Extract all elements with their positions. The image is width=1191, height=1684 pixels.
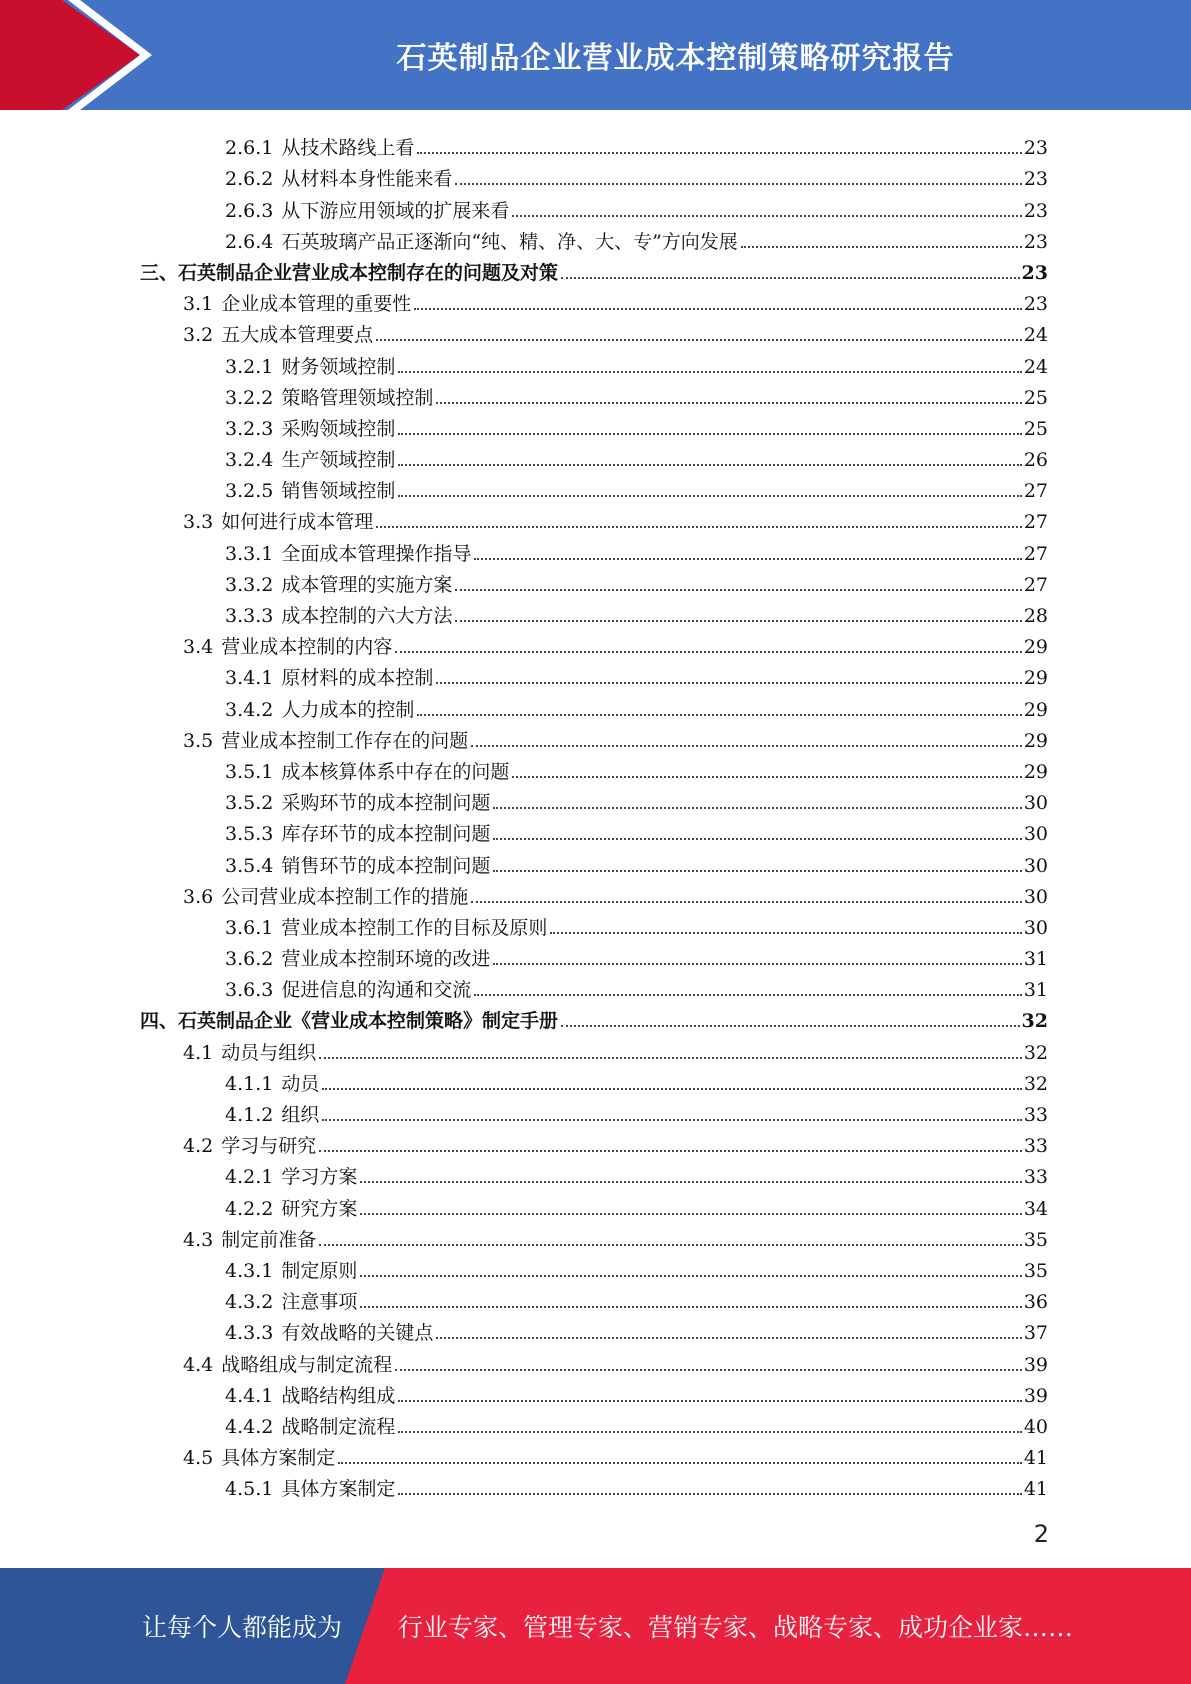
- toc-entry-label: 采购领域控制: [281, 417, 396, 440]
- toc-entry-page: 25: [1023, 417, 1048, 440]
- toc-dot-leader: [474, 557, 1021, 560]
- toc-entry-page: 23: [1023, 168, 1048, 191]
- toc-dot-leader: [376, 338, 1022, 341]
- toc-entry-page: 23: [1023, 230, 1048, 253]
- toc-entry[interactable]: [140, 222, 1048, 253]
- toc-entry[interactable]: [140, 1064, 1048, 1095]
- toc-entry-number: 3.2.3: [225, 417, 274, 440]
- toc-dot-leader: [319, 1243, 1022, 1246]
- toc-dot-leader: [360, 1305, 1021, 1308]
- toc-entry[interactable]: [140, 783, 1048, 814]
- toc-entry[interactable]: [140, 284, 1048, 315]
- toc-entry[interactable]: [140, 1095, 1048, 1126]
- toc-entry[interactable]: [140, 1032, 1048, 1063]
- toc-entry[interactable]: [140, 752, 1048, 783]
- toc-entry[interactable]: [140, 1313, 1048, 1344]
- toc-entry-page: 34: [1023, 1197, 1048, 1220]
- toc-entry-page: 29: [1023, 636, 1048, 659]
- toc-entry[interactable]: [140, 533, 1048, 564]
- toc-dot-leader: [319, 1056, 1022, 1059]
- toc-entry[interactable]: [140, 845, 1048, 876]
- toc-entry-label: 有效战略的关键点: [281, 1322, 434, 1345]
- toc-entry[interactable]: [140, 128, 1048, 159]
- toc-entry-page: 30: [1023, 854, 1048, 877]
- toc-entry-number: 3.6.1: [225, 916, 274, 939]
- toc-entry-page: 32: [1023, 1041, 1048, 1064]
- toc-dot-leader: [322, 1118, 1021, 1121]
- toc-dot-leader: [360, 1212, 1021, 1215]
- toc-entry-page: 27: [1023, 542, 1048, 565]
- page-footer: [0, 1568, 1191, 1684]
- toc-dot-leader: [395, 650, 1022, 653]
- toc-entry-label: 营业成本控制工作存在的问题: [221, 729, 469, 752]
- toc-entry-page: 23: [1023, 137, 1048, 160]
- toc-entry-label: 营业成本控制的内容: [221, 636, 393, 659]
- toc-entry-page: 33: [1023, 1166, 1048, 1189]
- toc-dot-leader: [319, 1149, 1022, 1152]
- toc-entry-label: 注意事项: [281, 1291, 358, 1314]
- toc-dot-leader: [338, 1461, 1022, 1464]
- toc-entry-number: 4.5.1: [225, 1478, 274, 1501]
- toc-entry[interactable]: [140, 1469, 1048, 1500]
- toc-entry-page: 27: [1023, 573, 1048, 596]
- toc-entry-label: 石英玻璃产品正逐渐向“纯、精、净、大、专”方向发展: [281, 230, 738, 253]
- toc-entry-label: 成本控制的六大方法: [281, 605, 453, 627]
- toc-entry[interactable]: [140, 502, 1048, 533]
- toc-dot-leader: [360, 1180, 1021, 1183]
- toc-dot-leader: [561, 1024, 1020, 1027]
- chevron-arrow-icon: [0, 0, 170, 110]
- toc-entry[interactable]: [140, 877, 1048, 908]
- toc-entry-page: 29: [1023, 698, 1048, 721]
- toc-entry-page: 29: [1023, 760, 1048, 783]
- toc-entry-number: 3.5.3: [225, 823, 274, 846]
- toc-entry-number: 2.6.1: [225, 137, 274, 160]
- toc-entry-page: 27: [1023, 480, 1048, 503]
- toc-entry-label: 研究方案: [281, 1197, 358, 1220]
- toc-dot-leader: [398, 432, 1021, 435]
- toc-dot-leader: [455, 619, 1021, 622]
- toc-entry-number: 3.2: [183, 324, 214, 347]
- toc-entry[interactable]: [140, 409, 1048, 440]
- toc-dot-leader: [741, 245, 1022, 248]
- toc-entry-number: 2.6.2: [225, 168, 274, 191]
- toc-entry-label: 促进信息的沟通和交流: [281, 979, 472, 1002]
- toc-dot-leader: [398, 370, 1021, 373]
- toc-entry-page: 29: [1023, 667, 1048, 690]
- toc-entry-label: 具体方案制定: [221, 1447, 336, 1470]
- toc-entry-number: 3.5.2: [225, 792, 274, 815]
- toc-dot-leader: [455, 588, 1021, 591]
- toc-entry-number: 4.3.2: [225, 1291, 274, 1314]
- footer-slogan-right: 行业专家、管理专家、营销专家、战略专家、成功企业家……: [398, 1613, 1074, 1642]
- toc-entry[interactable]: [140, 1407, 1048, 1438]
- toc-entry-page: 37: [1023, 1322, 1048, 1345]
- toc-entry-number: 3.4.2: [225, 698, 274, 721]
- toc-entry-label: 动员: [281, 1072, 320, 1095]
- toc-dot-leader: [512, 775, 1021, 778]
- toc-entry[interactable]: [140, 1220, 1048, 1251]
- toc-entry-label: 从材料本身性能来看: [281, 168, 453, 191]
- toc-entry-page: 24: [1023, 324, 1048, 347]
- toc-entry[interactable]: [140, 565, 1048, 596]
- toc-entry-number: 4.2.1: [225, 1166, 274, 1189]
- toc-entry-label: 制定原则: [281, 1259, 358, 1282]
- toc-entry-number: 2.6.3: [225, 199, 274, 222]
- toc-entry-number: 4.4: [183, 1353, 214, 1376]
- toc-entry[interactable]: [140, 159, 1048, 190]
- toc-entry-page: 32: [1021, 1010, 1048, 1033]
- toc-entry[interactable]: [140, 721, 1048, 752]
- toc-entry-number: 3.2.2: [225, 386, 274, 409]
- toc-dot-leader: [360, 1274, 1021, 1277]
- toc-entry-label: 制定前准备: [221, 1228, 317, 1251]
- footer-slogan-left: 让每个人都能成为: [142, 1613, 343, 1642]
- toc-entry-page: 36: [1023, 1291, 1048, 1314]
- toc-entry-label: 成本管理的实施方案: [281, 573, 453, 596]
- toc-entry-number: 3.3: [183, 511, 214, 534]
- toc-entry-label: 销售领域控制: [281, 480, 396, 503]
- toc-entry-label: 财务领域控制: [281, 355, 396, 378]
- toc-entry[interactable]: [140, 1157, 1048, 1188]
- toc-dot-leader: [417, 151, 1021, 154]
- toc-entry-label: 销售环节的成本控制问题: [281, 854, 491, 877]
- toc-entry[interactable]: [140, 1282, 1048, 1313]
- toc-entry[interactable]: [140, 689, 1048, 720]
- toc-entry-number: 4.2.2: [225, 1197, 274, 1220]
- toc-entry-number: 3.6: [183, 885, 214, 908]
- toc-entry-number: 4.5: [183, 1447, 214, 1470]
- toc-entry-number: 3.2.4: [225, 449, 274, 472]
- toc-dot-leader: [417, 713, 1021, 716]
- toc-entry[interactable]: [140, 253, 1048, 284]
- toc-entry[interactable]: [140, 596, 1048, 627]
- toc-entry[interactable]: [140, 1251, 1048, 1282]
- toc-entry-page: 31: [1023, 948, 1048, 971]
- toc-entry-page: 32: [1023, 1072, 1048, 1095]
- toc-entry[interactable]: [140, 658, 1048, 689]
- toc-entry-page: 35: [1023, 1259, 1048, 1282]
- toc-dot-leader: [398, 494, 1021, 497]
- toc-dot-leader: [493, 806, 1021, 809]
- table-of-contents: [140, 128, 1048, 1500]
- toc-entry-page: 39: [1023, 1384, 1048, 1407]
- toc-entry-number: 4.3.3: [225, 1322, 274, 1345]
- toc-entry-label: 如何进行成本管理: [221, 511, 374, 534]
- toc-entry-label: 原材料的成本控制: [281, 667, 434, 690]
- toc-entry-number: 2.6.4: [225, 230, 274, 253]
- toc-entry-number: 3.5.4: [225, 854, 274, 877]
- toc-entry-label: 学习方案: [281, 1166, 358, 1189]
- toc-entry[interactable]: [140, 1344, 1048, 1375]
- toc-entry-label: 具体方案制定: [281, 1478, 396, 1501]
- toc-entry-number: 3.4: [183, 636, 214, 659]
- toc-entry[interactable]: [140, 814, 1048, 845]
- toc-entry-page: 41: [1023, 1478, 1048, 1501]
- toc-entry-number: 3.6.3: [225, 979, 274, 1002]
- toc-dot-leader: [398, 463, 1021, 466]
- toc-dot-leader: [493, 962, 1021, 965]
- toc-entry-page: 30: [1023, 792, 1048, 815]
- page-number: 2: [1033, 1520, 1049, 1548]
- toc-entry[interactable]: [140, 471, 1048, 502]
- toc-entry-label: 公司营业成本控制工作的措施: [221, 885, 469, 908]
- toc-entry-number: 4.1.2: [225, 1104, 274, 1126]
- toc-entry-label: 生产领域控制: [281, 449, 396, 472]
- toc-entry-page: 33: [1023, 1135, 1048, 1158]
- toc-entry-label: 四、石英制品企业《营业成本控制策略》制定手册: [140, 1010, 559, 1033]
- toc-entry-label: 库存环节的成本控制问题: [281, 823, 491, 846]
- toc-entry-page: 40: [1023, 1415, 1048, 1438]
- toc-entry-page: 25: [1023, 386, 1048, 409]
- toc-entry-page: 29: [1023, 729, 1048, 752]
- toc-entry-label: 战略组成与制定流程: [221, 1353, 393, 1376]
- toc-entry-number: 3.3.3: [225, 605, 274, 627]
- toc-entry[interactable]: [140, 440, 1048, 471]
- toc-entry-number: 3.5: [183, 729, 214, 752]
- toc-entry-number: 3.2.1: [225, 355, 274, 378]
- toc-entry-page: 27: [1023, 511, 1048, 534]
- toc-entry-number: 4.3.1: [225, 1259, 274, 1282]
- toc-dot-leader: [493, 837, 1021, 840]
- toc-entry-page: 23: [1023, 199, 1048, 222]
- page-header: [0, 0, 1191, 110]
- toc-entry-number: 4.2: [183, 1135, 214, 1158]
- toc-dot-leader: [436, 401, 1021, 404]
- report-title: 石英制品企业营业成本控制策略研究报告: [396, 41, 955, 76]
- toc-entry-label: 人力成本的控制: [281, 698, 415, 721]
- toc-entry[interactable]: [140, 970, 1048, 1001]
- toc-entry-label: 组织: [281, 1104, 320, 1126]
- toc-dot-leader: [395, 1368, 1022, 1371]
- toc-dot-leader: [436, 681, 1021, 684]
- toc-entry-page: 33: [1023, 1104, 1048, 1126]
- toc-entry-label: 采购环节的成本控制问题: [281, 792, 491, 815]
- toc-entry-number: 3.2.5: [225, 480, 274, 503]
- toc-entry-number: 3.1: [183, 293, 214, 316]
- toc-entry-label: 营业成本控制环境的改进: [281, 948, 491, 971]
- toc-dot-leader: [322, 1087, 1021, 1090]
- toc-entry-page: 23: [1023, 293, 1048, 316]
- toc-dot-leader: [398, 1399, 1021, 1402]
- toc-dot-leader: [436, 1336, 1021, 1339]
- toc-entry-page: 30: [1023, 823, 1048, 846]
- toc-entry-page: 31: [1023, 979, 1048, 1002]
- toc-dot-leader: [471, 900, 1022, 903]
- toc-entry-label: 动员与组织: [221, 1041, 317, 1064]
- toc-entry[interactable]: [140, 315, 1048, 346]
- toc-entry-number: 3.6.2: [225, 948, 274, 971]
- toc-entry-page: 30: [1023, 916, 1048, 939]
- toc-entry-number: 4.3: [183, 1228, 214, 1251]
- toc-entry-page: 41: [1023, 1447, 1048, 1470]
- toc-entry[interactable]: [140, 346, 1048, 377]
- toc-entry-label: 成本核算体系中存在的问题: [281, 760, 510, 783]
- toc-entry-number: 4.1: [183, 1041, 214, 1064]
- toc-entry-label: 从下游应用领域的扩展来看: [281, 199, 510, 222]
- toc-entry-page: 28: [1023, 605, 1048, 627]
- toc-entry-label: 五大成本管理要点: [221, 324, 374, 347]
- toc-entry-label: 从技术路线上看: [281, 137, 415, 160]
- toc-entry[interactable]: [140, 1001, 1048, 1032]
- toc-entry-page: 26: [1023, 449, 1048, 472]
- toc-entry[interactable]: [140, 627, 1048, 658]
- toc-entry-page: 23: [1021, 261, 1048, 284]
- toc-entry[interactable]: [140, 908, 1048, 939]
- toc-entry-label: 策略管理领域控制: [281, 386, 434, 409]
- toc-dot-leader: [414, 307, 1022, 310]
- toc-dot-leader: [471, 744, 1022, 747]
- toc-entry[interactable]: [140, 1126, 1048, 1157]
- toc-entry-number: 3.5.1: [225, 760, 274, 783]
- toc-entry[interactable]: [140, 1188, 1048, 1219]
- toc-dot-leader: [398, 1430, 1021, 1433]
- toc-entry[interactable]: [140, 378, 1048, 409]
- toc-entry-label: 全面成本管理操作指导: [281, 542, 472, 565]
- toc-dot-leader: [398, 1492, 1021, 1495]
- toc-entry-label: 三、石英制品企业营业成本控制存在的问题及对策: [140, 261, 559, 284]
- toc-entry[interactable]: [140, 1438, 1048, 1469]
- toc-dot-leader: [493, 869, 1021, 872]
- toc-entry-number: 3.3.1: [225, 542, 274, 565]
- toc-dot-leader: [455, 182, 1021, 185]
- toc-entry-page: 35: [1023, 1228, 1048, 1251]
- toc-entry-label: 战略制定流程: [281, 1415, 396, 1438]
- toc-entry-number: 4.4.1: [225, 1384, 274, 1407]
- toc-entry[interactable]: [140, 1376, 1048, 1407]
- toc-entry-number: 4.4.2: [225, 1415, 274, 1438]
- toc-dot-leader: [376, 525, 1022, 528]
- toc-entry[interactable]: [140, 939, 1048, 970]
- toc-entry-label: 战略结构组成: [281, 1384, 396, 1407]
- toc-entry-page: 39: [1023, 1353, 1048, 1376]
- toc-dot-leader: [512, 214, 1021, 217]
- toc-entry-number: 3.3.2: [225, 573, 274, 596]
- toc-dot-leader: [550, 931, 1021, 934]
- toc-entry-number: 3.4.1: [225, 667, 274, 690]
- toc-entry[interactable]: [140, 190, 1048, 221]
- toc-entry-number: 4.1.1: [225, 1072, 274, 1095]
- toc-entry-label: 企业成本管理的重要性: [221, 293, 412, 316]
- toc-dot-leader: [474, 993, 1021, 996]
- toc-entry-page: 30: [1023, 885, 1048, 908]
- toc-entry-label: 营业成本控制工作的目标及原则: [281, 916, 548, 939]
- toc-dot-leader: [561, 276, 1020, 279]
- toc-entry-label: 学习与研究: [221, 1135, 317, 1158]
- toc-entry-page: 24: [1023, 355, 1048, 378]
